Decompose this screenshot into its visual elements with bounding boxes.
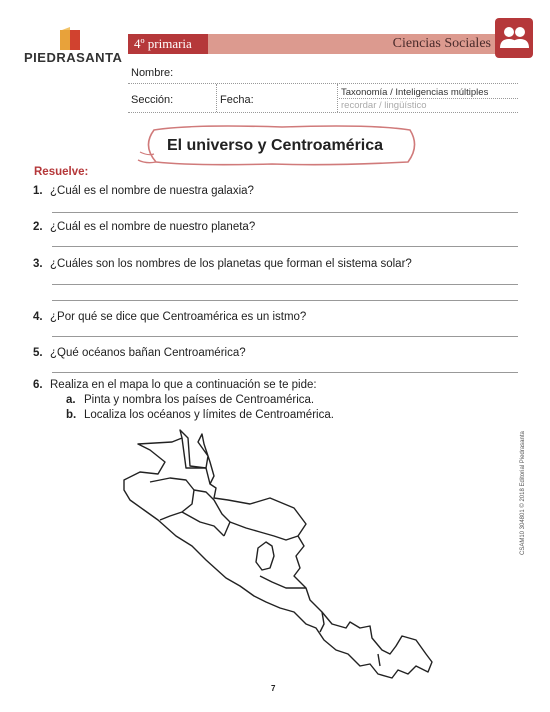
- page-number: 7: [271, 684, 276, 693]
- column-divider: [216, 84, 217, 112]
- border-line: [194, 490, 230, 536]
- question-number: 3.: [33, 258, 43, 270]
- border-line: [230, 522, 298, 540]
- taxonomy-label: Taxonomía / Inteligencias múltiples: [341, 87, 489, 98]
- grade-label: 4º primaria: [134, 36, 192, 51]
- question-text: ¿Por qué se dice que Centroamérica es un istmo?: [50, 311, 307, 323]
- row-divider: [339, 98, 518, 99]
- border-line: [150, 478, 194, 520]
- question-number: 1.: [33, 185, 43, 197]
- subtask-text: Localiza los océanos y límites de Centroamérica.: [84, 409, 334, 421]
- subject-label: Ciencias Sociales: [392, 36, 491, 51]
- question-text: ¿Cuáles son los nombres de los planetas que forman el sistema solar?: [50, 258, 412, 270]
- question-number: 2.: [33, 221, 43, 233]
- date-label: Fecha:: [220, 94, 254, 106]
- instructions-heading: Resuelve:: [34, 166, 89, 178]
- subtask-letter: b.: [66, 409, 77, 421]
- taxonomy-value: recordar / lingüístico: [341, 100, 427, 111]
- border-line: [320, 612, 324, 632]
- people-icon: [495, 18, 533, 58]
- row-divider: [128, 112, 518, 113]
- row-divider: [128, 83, 518, 84]
- question-text: ¿Cuál es el nombre de nuestro planeta?: [50, 221, 256, 233]
- question-text: ¿Qué océanos bañan Centroamérica?: [50, 347, 246, 359]
- answer-line[interactable]: [52, 300, 518, 301]
- border-line: [206, 468, 210, 484]
- answer-line[interactable]: [52, 372, 518, 373]
- question-number: 5.: [33, 347, 43, 359]
- subtask-letter: a.: [66, 394, 76, 406]
- answer-line[interactable]: [52, 212, 518, 213]
- subtask-text: Pinta y nombra los países de Centroamérica.: [84, 394, 315, 406]
- answer-line[interactable]: [52, 284, 518, 285]
- question-text: ¿Cuál es el nombre de nuestra galaxia?: [50, 185, 254, 197]
- border-line: [182, 438, 206, 468]
- name-label: Nombre:: [131, 67, 174, 79]
- border-line: [378, 654, 380, 666]
- column-divider: [337, 84, 338, 112]
- question-text: Realiza en el mapa lo que a continuación se te pide:: [50, 379, 317, 391]
- page-title: El universo y Centroamérica: [166, 137, 384, 154]
- section-label: Sección:: [131, 94, 174, 106]
- central-america-map[interactable]: [110, 428, 445, 683]
- brand-logo-text: PIEDRASANTA: [24, 50, 123, 65]
- answer-line[interactable]: [52, 246, 518, 247]
- answer-line[interactable]: [52, 336, 518, 337]
- map-outline: [124, 430, 432, 678]
- question-number: 4.: [33, 311, 43, 323]
- lake-outline: [256, 542, 274, 570]
- border-line: [182, 512, 224, 536]
- question-number: 6.: [33, 379, 43, 391]
- copyright-credit: CSAM10 304801 © 2018 Editorial Piedrasanta: [520, 431, 526, 555]
